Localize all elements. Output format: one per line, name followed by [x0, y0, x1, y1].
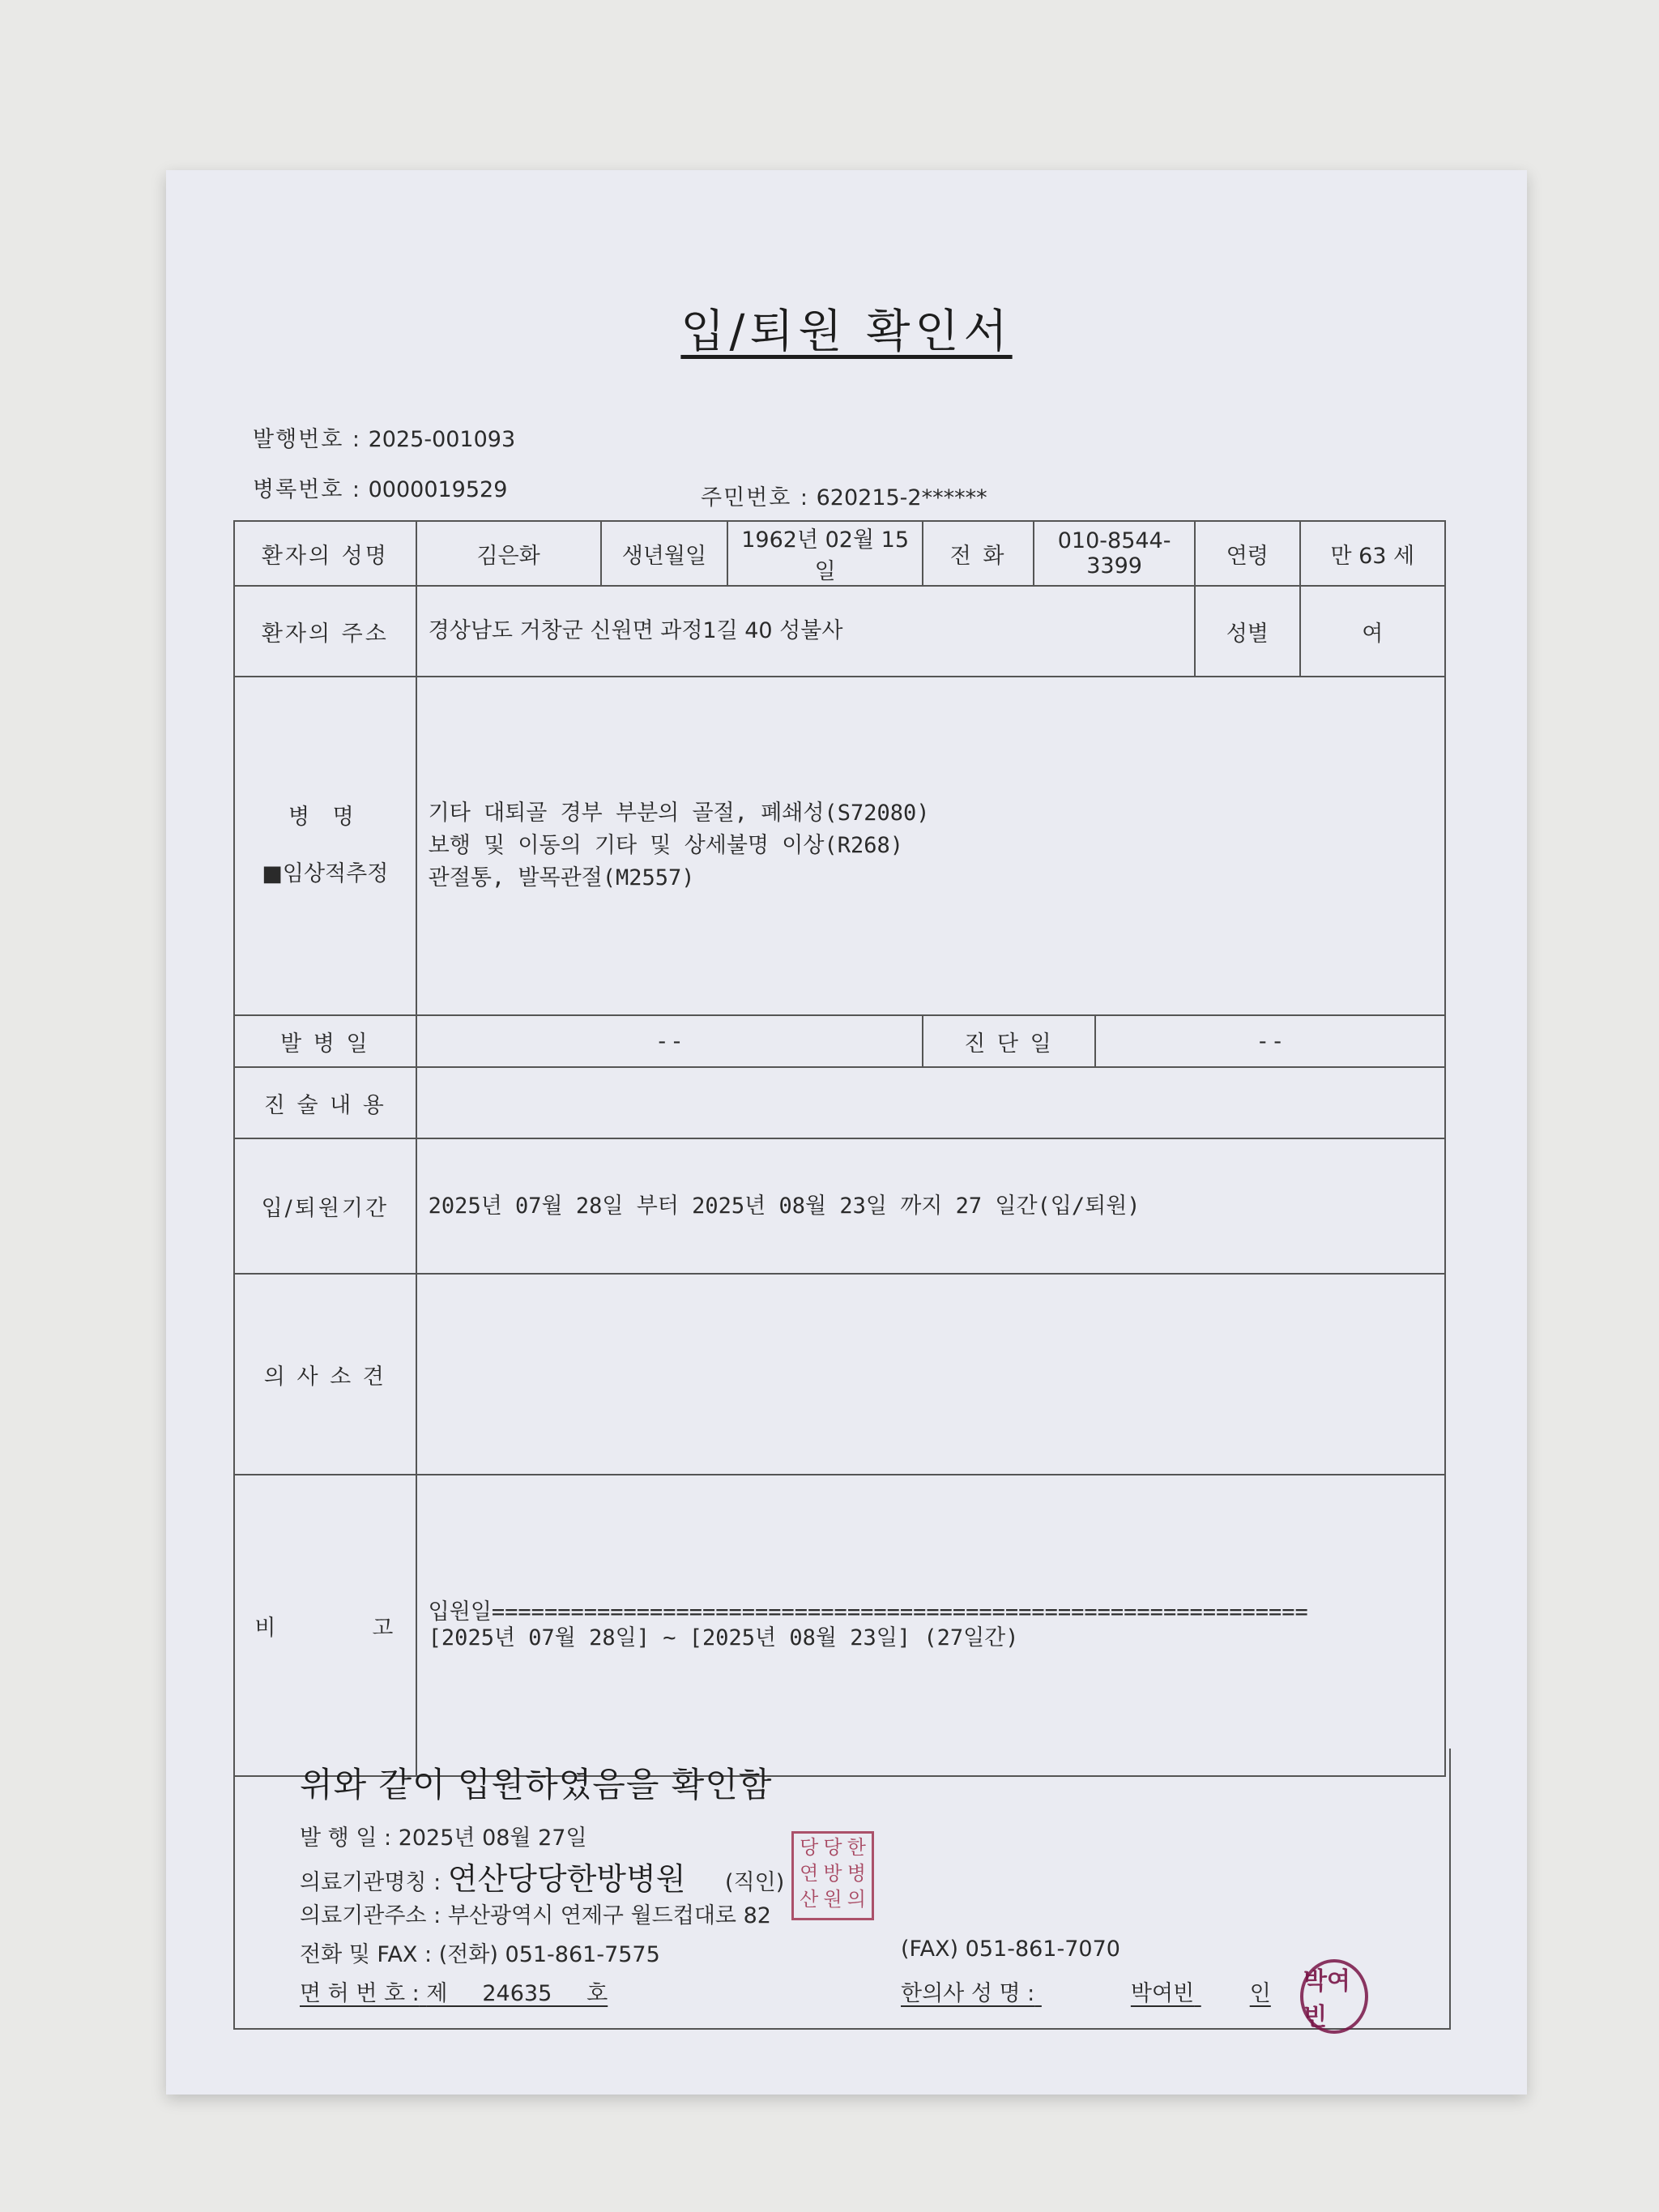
institution-address-row: 의료기관주소 : 부산광역시 연제구 월드컵대로 82	[300, 1903, 771, 1928]
diagnosis-item: 관절통, 발목관절(M2557)	[428, 865, 695, 890]
patient-name: 김은화	[416, 521, 601, 586]
phone-label: 전 화	[923, 521, 1034, 586]
doctor-seal-note: 인	[1249, 1981, 1271, 2006]
stay-value: 2025년 07월 28일 부터 2025년 08월 23일 까지 27 일간(입/퇴원)	[416, 1138, 1445, 1274]
patient-dob: 1962년 02월 15일	[727, 521, 923, 586]
sex-label: 성별	[1195, 586, 1300, 677]
license-number: 제 24635 호	[426, 1981, 608, 2006]
row-address	[234, 586, 1445, 677]
diagnosis-label: 병 명	[288, 805, 362, 830]
patient-address: 경상남도 거창군 신원면 과정1길 40 성불사	[416, 586, 1195, 677]
institution-name-row: 의료기관명칭 : 연산당당한방병원 (직인)	[300, 1861, 785, 1897]
document-sheet	[166, 170, 1527, 2095]
doctor-seal: 박여빈	[1300, 1959, 1368, 2034]
issue-date: 2025년 08월 27일	[398, 1826, 587, 1851]
diagnosis-label-cell	[234, 677, 416, 1015]
seal-character: 당	[823, 1836, 842, 1859]
diagnosis-sublabel: ■임상적추정	[262, 861, 389, 886]
opinion-label: 의 사 소 견	[234, 1274, 416, 1475]
record-number: 병록번호 : 0000019529	[253, 477, 508, 502]
row-diagnosis	[234, 677, 1445, 1015]
institution-name: 연산당당한방병원	[447, 1861, 686, 1897]
diag-date-label: 진 단 일	[923, 1015, 1095, 1067]
seal-character: 의	[847, 1888, 866, 1911]
remarks-line: 입원일==============================================================	[428, 1599, 1308, 1625]
seal-character: 연	[800, 1862, 819, 1885]
issue-number: 발행번호 : 2025-001093	[253, 427, 516, 452]
seal-character: 당	[800, 1836, 819, 1859]
name-label: 환자의 성명	[234, 521, 416, 586]
statement-value	[416, 1067, 1445, 1138]
onset-label: 발 병 일	[234, 1015, 416, 1067]
phone-row: 전화 및 FAX : (전화) 051-861-7575	[300, 1942, 660, 1967]
opinion-value	[416, 1274, 1445, 1475]
confirm-statement: 위와 같이 입원하였음을 확인함	[300, 1765, 773, 1804]
record-table	[233, 520, 1446, 1777]
diagnosis-item: 보행 및 이동의 기타 및 상세불명 이상(R268)	[428, 833, 903, 858]
resident-number: 주민번호 : 620215-2******	[701, 485, 987, 510]
license-row: 면 허 번 호 : 제 24635 호	[300, 1981, 608, 2006]
remarks-line: [2025년 07월 28일] ~ [2025년 08월 23일] (27일간)	[428, 1625, 1019, 1650]
page-title: 입/퇴원 확인서	[680, 305, 1013, 358]
institution-seal	[791, 1831, 874, 1920]
diag-date-value: - -	[1095, 1015, 1445, 1067]
institution-seal-note: (직인)	[725, 1870, 785, 1895]
remarks-value	[416, 1475, 1445, 1776]
row-patient	[234, 521, 1445, 586]
age-label: 연령	[1195, 521, 1300, 586]
patient-age: 만 63 세	[1300, 521, 1445, 586]
seal-character: 방	[823, 1862, 842, 1885]
institution-phone: (전화) 051-861-7575	[438, 1942, 660, 1967]
row-opinion	[234, 1274, 1445, 1475]
address-label: 환자의 주소	[234, 586, 416, 677]
seal-character: 원	[823, 1888, 842, 1911]
statement-label: 진 술 내 용	[234, 1067, 416, 1138]
doctor-name: 박여빈	[1130, 1981, 1195, 2006]
row-stay	[234, 1138, 1445, 1274]
row-remarks	[234, 1475, 1445, 1776]
onset-value: - -	[416, 1015, 923, 1067]
institution-fax: (FAX) 051-861-7070	[901, 1937, 1120, 1962]
patient-sex: 여	[1300, 586, 1445, 677]
stay-label: 입/퇴원기간	[234, 1138, 416, 1274]
row-statement	[234, 1067, 1445, 1138]
institution-address: 부산광역시 연제구 월드컵대로 82	[447, 1903, 771, 1928]
issue-date-row: 발 행 일 : 2025년 08월 27일	[300, 1826, 587, 1851]
seal-character: 병	[847, 1862, 866, 1885]
patient-phone: 010-8544-3399	[1034, 521, 1195, 586]
diagnosis-list	[416, 677, 1445, 1015]
row-onset	[234, 1015, 1445, 1067]
remarks-label: 비 고	[234, 1475, 416, 1776]
seal-character: 한	[847, 1836, 866, 1859]
diagnosis-item: 기타 대퇴골 경부 부분의 골절, 폐쇄성(S72080)	[428, 801, 930, 826]
doctor-row: 한의사 성 명 : 박여빈 인	[901, 1981, 1271, 2006]
dob-label: 생년월일	[601, 521, 728, 586]
seal-character: 산	[800, 1888, 819, 1911]
